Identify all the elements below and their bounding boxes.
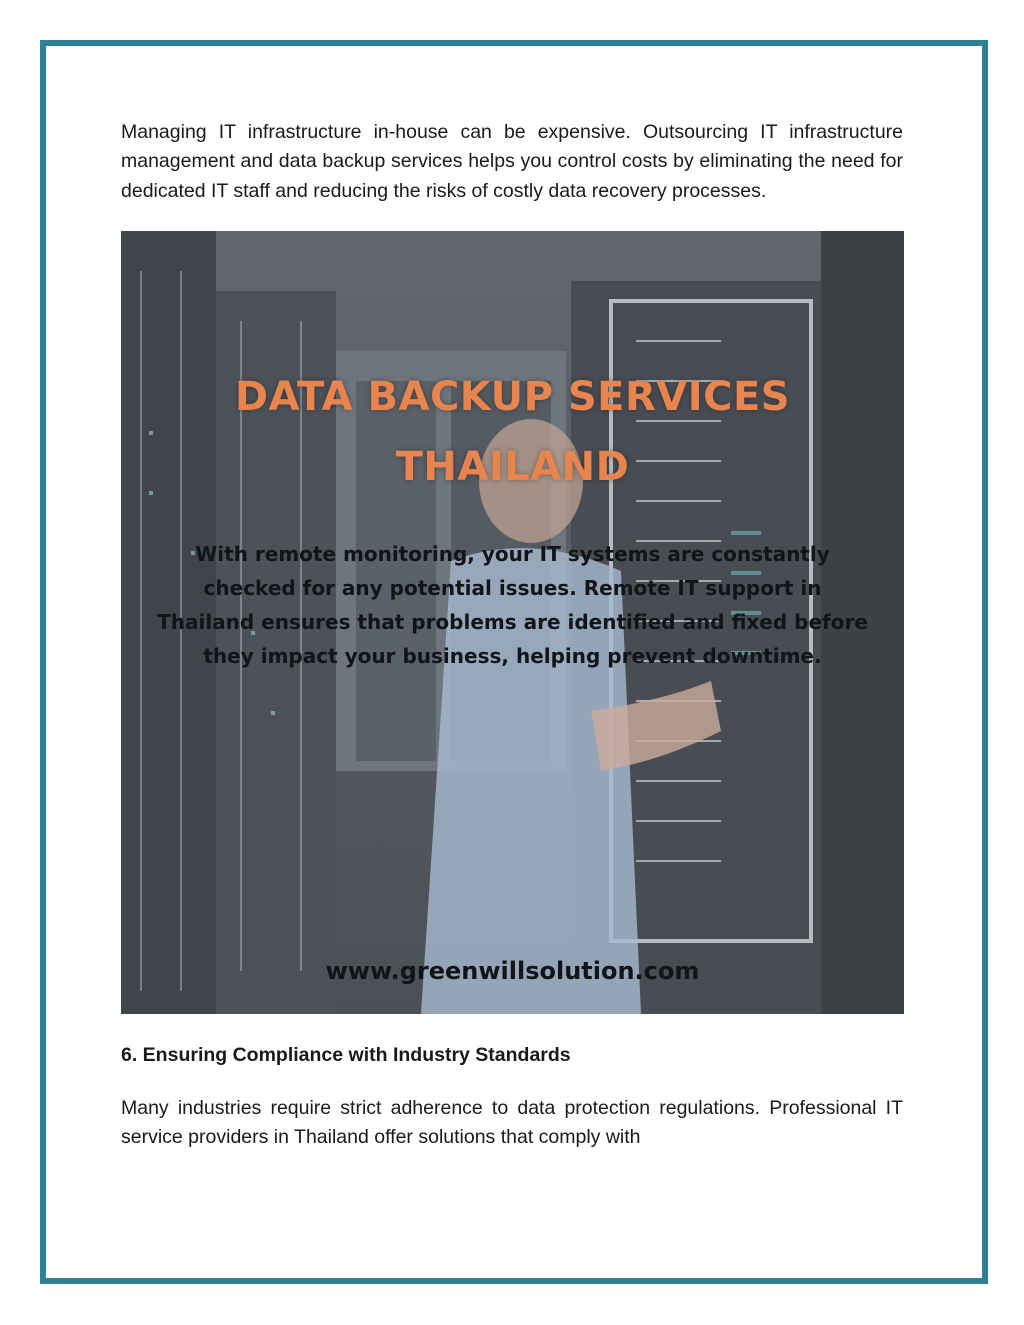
image-body-line: checked for any potential issues. Remote IT support in — [203, 575, 822, 600]
image-title-line1: DATA BACKUP SERVICES — [234, 373, 791, 420]
image-body-line: they impact your business, helping prevent downtime. — [203, 643, 822, 668]
document-content — [121, 118, 903, 1152]
image-body-text — [121, 537, 904, 673]
image-body-line: With remote monitoring, your IT systems are constantly — [195, 541, 830, 566]
intro-paragraph: Managing IT infrastructure in-house can be expensive. Outsourcing IT infrastructure management and data backup services helps you control costs by eliminating the need for dedicated IT staff and reducing the risks of costly data recovery processes. — [121, 121, 903, 202]
section-paragraph: Many industries require strict adherence to data protection regulations. Professional IT service providers in Thailand offer solutions that comply with — [121, 1096, 903, 1149]
image-website-url: www.greenwillsolution.com — [325, 956, 700, 985]
image-title-line2: THAILAND — [395, 443, 630, 490]
image-body-line: Thailand ensures that problems are identified and fixed before — [157, 609, 868, 634]
hero-image — [121, 231, 904, 1014]
section-heading: 6. Ensuring Compliance with Industry Standards — [121, 1043, 571, 1066]
